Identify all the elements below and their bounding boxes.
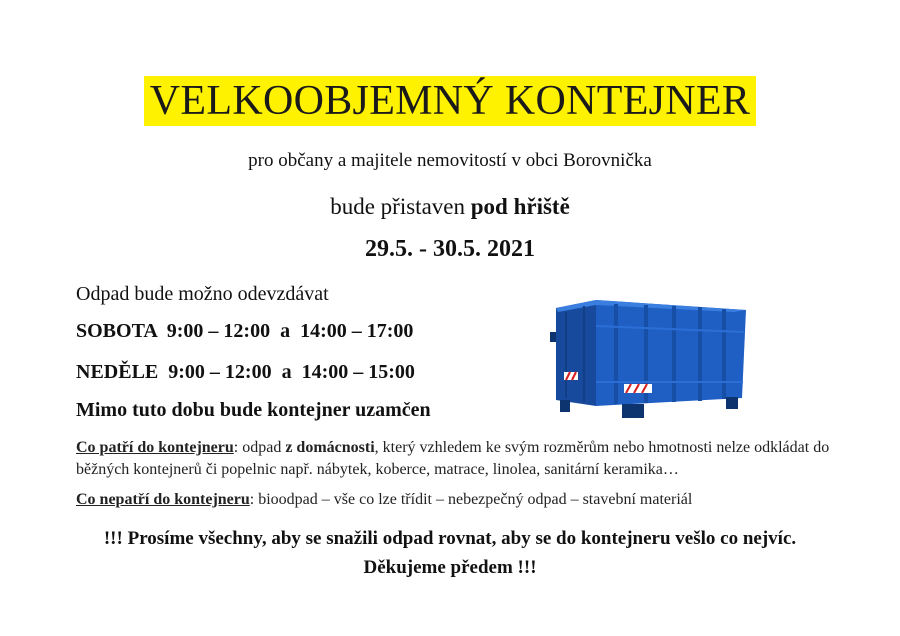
not-belongs-text: : bioodpad – vše co lze třídit – nebezpečný odpad – stavební materiál xyxy=(249,491,693,508)
belongs-label: Co patří do kontejneru xyxy=(76,439,234,456)
not-belongs-paragraph xyxy=(76,491,692,509)
locked-note: Mimo tuto dobu bude kontejner uzamčen xyxy=(76,399,431,421)
page-title: VELKOOBJEMNÝ KONTEJNER xyxy=(144,76,756,126)
belongs-paragraph xyxy=(76,437,836,481)
thanks-text: Děkujeme předem !!! xyxy=(363,557,537,578)
placement-prefix: bude přistaven xyxy=(330,194,471,219)
appeal-text: !!! Prosíme všechny, aby se snažili odpad rovnat, aby se do kontejneru vešlo co nejvíc. xyxy=(103,528,797,549)
title-wrap xyxy=(0,76,900,126)
schedule-intro: Odpad bude možno odevzdávat xyxy=(76,283,329,305)
not-belongs-label: Co nepatří do kontejneru xyxy=(76,491,250,508)
dumpster-container-icon xyxy=(550,296,750,422)
belongs-emph: z domácnosti xyxy=(285,439,375,456)
placement-line xyxy=(0,194,900,220)
event-dates: 29.5. - 30.5. 2021 xyxy=(365,236,535,262)
subtitle: pro občany a majitele nemovitostí v obci Borovnička xyxy=(248,150,652,171)
belongs-text-1: : odpad xyxy=(233,439,286,456)
belongs-text-2: , který vzhledem ke svým rozměrům nebo hmotnosti nelze odkládat do běžných kontejnerů či popelnic např. nábytek, koberce, matrace, linolea, sanitární keramika… xyxy=(76,439,830,478)
placement-location: pod hřiště xyxy=(470,194,570,219)
schedule-saturday: SOBOTA 9:00 – 12:00 a 14:00 – 17:00 xyxy=(76,320,414,342)
schedule-sunday: NEDĚLE 9:00 – 12:00 a 14:00 – 15:00 xyxy=(76,361,415,383)
